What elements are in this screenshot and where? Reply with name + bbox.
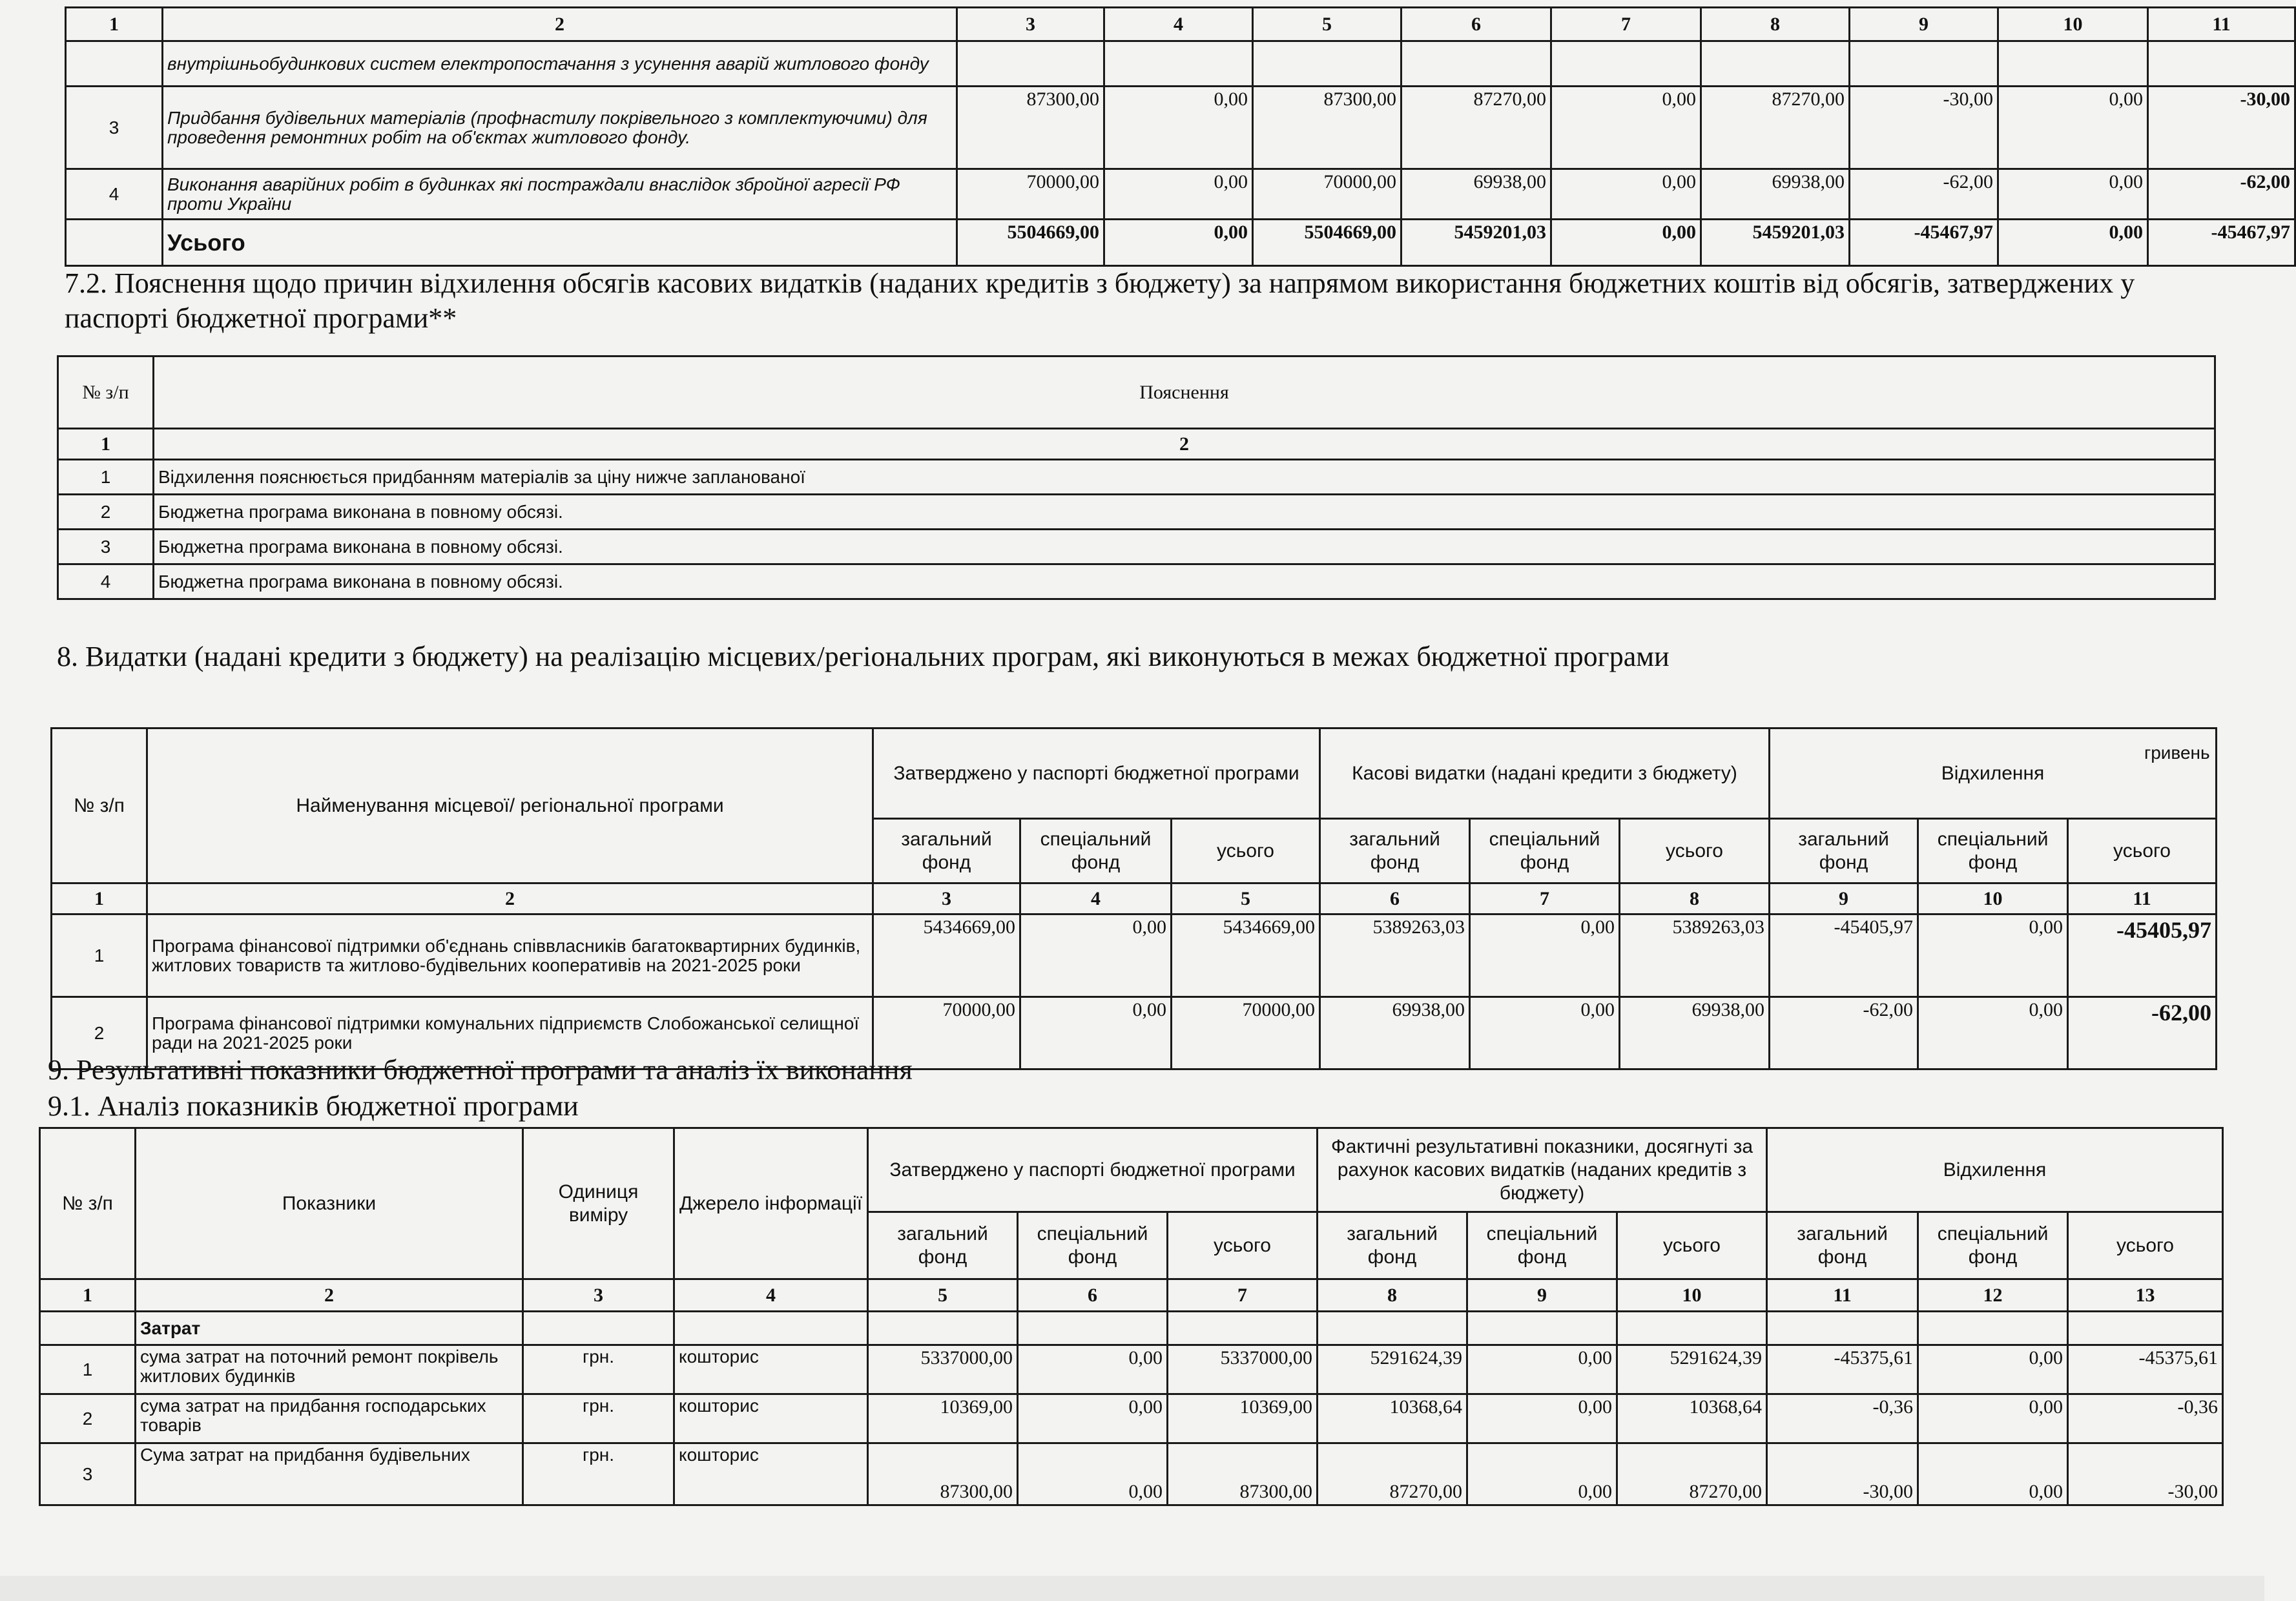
row-number: 2 — [58, 495, 154, 530]
row-number: 1 — [58, 460, 154, 495]
cell-approved-special: 0,00 — [1104, 87, 1253, 169]
colnum: 9 — [1770, 883, 1918, 914]
row-text: Бюджетна програма виконана в повному обсязі. — [154, 495, 2215, 530]
cell-dev-general: -45375,61 — [1767, 1345, 1918, 1394]
cell-dev-general: -0,36 — [1767, 1394, 1918, 1443]
row-text: Бюджетна програма виконана в повному обсязі. — [154, 530, 2215, 564]
table-header-row — [58, 356, 2215, 429]
colnum: 1 — [40, 1279, 136, 1312]
colnum: 10 — [1998, 8, 2148, 41]
header-special: спеціальний фонд — [1018, 1212, 1168, 1279]
header-indicators: Показники — [136, 1128, 523, 1279]
table-row — [40, 1443, 2223, 1505]
header-special: спеціальний фонд — [1918, 819, 2068, 883]
table-row — [40, 1394, 2223, 1443]
row-number — [66, 41, 163, 87]
cell-approved-total: 87300,00 — [1253, 87, 1401, 169]
colnum: 8 — [1620, 883, 1770, 914]
row-number: 3 — [58, 530, 154, 564]
table-header-row — [52, 728, 2217, 819]
cell-fact-total: 5291624,39 — [1617, 1345, 1767, 1394]
colnum: 6 — [1401, 8, 1551, 41]
table-7-1 — [65, 6, 2296, 267]
colnum: 5 — [1172, 883, 1320, 914]
cell-dev-special: 0,00 — [1918, 1443, 2068, 1505]
section-heading-9-1: 9.1. Аналіз показників бюджетної програми — [48, 1090, 579, 1122]
scan-bottom-edge — [0, 1576, 2264, 1601]
colnum: 11 — [2148, 8, 2295, 41]
row-unit: грн. — [523, 1443, 674, 1505]
colnum: 9 — [1467, 1279, 1617, 1312]
section-heading-9: 9. Результативні показники бюджетної програми та аналіз їх виконання — [48, 1054, 913, 1086]
colnum: 10 — [1617, 1279, 1767, 1312]
cell-dev-special: 0,00 — [1918, 914, 2068, 997]
cell-approved-total: 70000,00 — [1253, 169, 1401, 220]
table-row — [52, 914, 2217, 997]
cell-cash-special: 0,00 — [1470, 914, 1620, 997]
row-name: Виконання аварійних робіт в будинках які постраждали внаслідок збройної агресії РФ проти України — [163, 169, 957, 220]
header-total: усього — [1172, 819, 1320, 883]
table-row — [58, 495, 2215, 530]
cell-cash-special: 0,00 — [1551, 169, 1701, 220]
cell-approved-special: 0,00 — [1018, 1345, 1168, 1394]
table-colnum-row — [58, 429, 2215, 460]
table-7-2 — [57, 355, 2216, 600]
cell-cash-total: 69938,00 — [1620, 997, 1770, 1069]
cell-fact-total: 10368,64 — [1617, 1394, 1767, 1443]
cell-dev-general: -62,00 — [1850, 169, 1998, 220]
row-source: кошторис — [674, 1345, 868, 1394]
colnum: 11 — [1767, 1279, 1918, 1312]
cell-approved-general: 70000,00 — [873, 997, 1020, 1069]
header-total: усього — [1617, 1212, 1767, 1279]
cell-cash-total: 87270,00 — [1701, 87, 1850, 169]
cell-dev-special: 0,00 — [1998, 87, 2148, 169]
cell-dev-total: -45375,61 — [2068, 1345, 2223, 1394]
cell-approved-general: 87300,00 — [868, 1443, 1018, 1505]
table-colnum-row — [40, 1279, 2223, 1312]
colnum: 3 — [873, 883, 1020, 914]
colnum: 3 — [523, 1279, 674, 1312]
cell-dev-special: 0,00 — [1998, 169, 2148, 220]
row-number: 1 — [52, 914, 147, 997]
row-text: Бюджетна програма виконана в повному обсязі. — [154, 564, 2215, 599]
section-heading-7-2: 7.2. Пояснення щодо причин відхилення обсягів касових видатків (наданих кредитів з бюджету) за напрямом використання бюджетних коштів від обсягів, затверджених у паспорті бюджетної програми** — [65, 267, 2135, 334]
cell-total: 0,00 — [1998, 220, 2148, 266]
row-source: кошторис — [674, 1394, 868, 1443]
cell-approved-general: 87300,00 — [957, 87, 1104, 169]
table-row — [58, 460, 2215, 495]
colnum: 12 — [1918, 1279, 2068, 1312]
row-name: Програма фінансової підтримки комунальних підприємств Слобожанської селищної ради на 2021-2025 роки — [147, 997, 873, 1069]
cell-approved-total: 5337000,00 — [1168, 1345, 1318, 1394]
header-fact: Фактичні результативні показники, досягнуті за рахунок касових видатків (наданих кредитів з бюджету) — [1318, 1128, 1767, 1212]
header-total: усього — [1620, 819, 1770, 883]
table-row — [58, 564, 2215, 599]
header-general: загальний фонд — [1320, 819, 1470, 883]
colnum: 2 — [154, 429, 2215, 460]
table-9-1 — [39, 1127, 2224, 1506]
table-group-row — [40, 1312, 2223, 1345]
cell-cash-total: 69938,00 — [1701, 169, 1850, 220]
cell-approved-total: 70000,00 — [1172, 997, 1320, 1069]
cell-dev-total: -45405,97 — [2068, 914, 2217, 997]
cell-fact-special: 0,00 — [1467, 1394, 1617, 1443]
cell-approved-special: 0,00 — [1020, 914, 1172, 997]
row-number: 4 — [66, 169, 163, 220]
header-approved: Затверджено у паспорті бюджетної програми — [873, 728, 1320, 819]
header-special: спеціальний фонд — [1918, 1212, 2068, 1279]
cell-cash-general: 69938,00 — [1401, 169, 1551, 220]
cell-fact-general: 10368,64 — [1318, 1394, 1467, 1443]
header-general: загальний фонд — [1767, 1212, 1918, 1279]
cell-cash-special: 0,00 — [1470, 997, 1620, 1069]
cell-dev-general: -45405,97 — [1770, 914, 1918, 997]
header-source: Джерело інформації — [674, 1128, 868, 1279]
colnum: 13 — [2068, 1279, 2223, 1312]
row-name: сума затрат на поточний ремонт покрівель житлових будинків — [136, 1345, 523, 1394]
table-colnum-row — [52, 883, 2217, 914]
colnum: 1 — [66, 8, 163, 41]
header-special: спеціальний фонд — [1020, 819, 1172, 883]
cell-total: 0,00 — [1551, 220, 1701, 266]
table-header-row — [40, 1128, 2223, 1212]
cell-dev-general: -62,00 — [1770, 997, 1918, 1069]
cell-fact-general: 87270,00 — [1318, 1443, 1467, 1505]
cell-total: 5504669,00 — [957, 220, 1104, 266]
colnum: 7 — [1168, 1279, 1318, 1312]
row-name: внутрішньобудинкових систем електропостачання з усунення аварій житлового фонду — [163, 41, 957, 87]
header-deviation: Відхилення — [1770, 728, 2217, 819]
row-number: 4 — [58, 564, 154, 599]
colnum: 5 — [868, 1279, 1018, 1312]
cell-approved-general: 10369,00 — [868, 1394, 1018, 1443]
table-8 — [50, 727, 2217, 1070]
row-number: 2 — [40, 1394, 136, 1443]
row-name: сума затрат на придбання господарських товарів — [136, 1394, 523, 1443]
cell-dev-general: -30,00 — [1767, 1443, 1918, 1505]
colnum: 11 — [2068, 883, 2217, 914]
colnum: 8 — [1318, 1279, 1467, 1312]
cell-dev-special: 0,00 — [1918, 997, 2068, 1069]
cell-dev-total: -62,00 — [2068, 997, 2217, 1069]
cell-approved-special: 0,00 — [1020, 997, 1172, 1069]
row-number: 2 — [52, 997, 147, 1069]
row-name: Сума затрат на придбання будівельних — [136, 1443, 523, 1505]
cell-approved-total: 87300,00 — [1168, 1443, 1318, 1505]
header-number: № з/п — [58, 356, 154, 429]
table-row — [66, 41, 2295, 87]
row-number: 3 — [40, 1443, 136, 1505]
cell-total: 5459201,03 — [1701, 220, 1850, 266]
header-total: усього — [1168, 1212, 1318, 1279]
header-explanation: Пояснення — [154, 356, 2215, 429]
cell-approved-special: 0,00 — [1104, 169, 1253, 220]
cell-approved-special: 0,00 — [1018, 1394, 1168, 1443]
table-row — [66, 87, 2295, 169]
cell-fact-general: 5291624,39 — [1318, 1345, 1467, 1394]
table-row — [58, 530, 2215, 564]
cell-fact-special: 0,00 — [1467, 1443, 1617, 1505]
cell-dev-total: -62,00 — [2148, 169, 2295, 220]
unit-label: гривень — [2144, 743, 2210, 763]
cell-approved-general: 70000,00 — [957, 169, 1104, 220]
cell-fact-total: 87270,00 — [1617, 1443, 1767, 1505]
row-source: кошторис — [674, 1443, 868, 1505]
header-total: усього — [2068, 1212, 2223, 1279]
colnum: 2 — [163, 8, 957, 41]
table-7-1-colnum-row — [66, 8, 2295, 41]
colnum: 6 — [1320, 883, 1470, 914]
header-special: спеціальний фонд — [1467, 1212, 1617, 1279]
colnum: 9 — [1850, 8, 1998, 41]
cell-total: 5504669,00 — [1253, 220, 1401, 266]
group-label: Затрат — [136, 1312, 523, 1345]
cell-dev-special: 0,00 — [1918, 1345, 2068, 1394]
cell-cash-general: 87270,00 — [1401, 87, 1551, 169]
cell-dev-total: -30,00 — [2148, 87, 2295, 169]
row-text: Відхилення пояснюється придбанням матеріалів за ціну нижче запланованої — [154, 460, 2215, 495]
row-name: Програма фінансової підтримки об'єднань співвласників багатоквартирних будинків, житлових товариств та житлово-будівельних кооперативів на 2021-2025 роки — [147, 914, 873, 997]
table-row — [40, 1345, 2223, 1394]
header-total: усього — [2068, 819, 2217, 883]
header-general: загальний фонд — [868, 1212, 1018, 1279]
colnum: 7 — [1551, 8, 1701, 41]
cell-approved-special: 0,00 — [1018, 1443, 1168, 1505]
row-name: Придбання будівельних матеріалів (профнастилу покрівельного з комплектуючими) для проведення ремонтних робіт на об'єктах житлового фонду. — [163, 87, 957, 169]
colnum: 1 — [52, 883, 147, 914]
row-number: 1 — [40, 1345, 136, 1394]
cell-approved-total: 10369,00 — [1168, 1394, 1318, 1443]
colnum: 10 — [1918, 883, 2068, 914]
cell-total: 0,00 — [1104, 220, 1253, 266]
cell-dev-special: 0,00 — [1918, 1394, 2068, 1443]
colnum: 4 — [674, 1279, 868, 1312]
colnum: 6 — [1018, 1279, 1168, 1312]
total-label: Усього — [163, 220, 957, 266]
row-unit: грн. — [523, 1394, 674, 1443]
cell-approved-total: 5434669,00 — [1172, 914, 1320, 997]
header-program-name: Найменування місцевої/ регіональної програми — [147, 728, 873, 883]
section-heading-8: 8. Видатки (надані кредити з бюджету) на реалізацію місцевих/регіональних програм, які виконуються в межах бюджетної програми — [57, 641, 1670, 672]
header-number: № з/п — [40, 1128, 136, 1279]
colnum: 4 — [1020, 883, 1172, 914]
colnum: 7 — [1470, 883, 1620, 914]
cell-cash-general: 69938,00 — [1320, 997, 1470, 1069]
colnum: 4 — [1104, 8, 1253, 41]
header-general: загальний фонд — [873, 819, 1020, 883]
cell-cash-total: 5389263,03 — [1620, 914, 1770, 997]
colnum: 2 — [147, 883, 873, 914]
header-approved: Затверджено у паспорті бюджетної програми — [868, 1128, 1318, 1212]
cell-fact-special: 0,00 — [1467, 1345, 1617, 1394]
row-number: 3 — [66, 87, 163, 169]
header-cash: Касові видатки (надані кредити з бюджету) — [1320, 728, 1770, 819]
header-deviation: Відхилення — [1767, 1128, 2223, 1212]
cell-total: 5459201,03 — [1401, 220, 1551, 266]
table-total-row — [66, 220, 2295, 266]
cell-cash-special: 0,00 — [1551, 87, 1701, 169]
header-special: спеціальний фонд — [1470, 819, 1620, 883]
cell-dev-total: -0,36 — [2068, 1394, 2223, 1443]
row-unit: грн. — [523, 1345, 674, 1394]
colnum: 2 — [136, 1279, 523, 1312]
cell-dev-general: -30,00 — [1850, 87, 1998, 169]
cell-total: -45467,97 — [1850, 220, 1998, 266]
header-number: № з/п — [52, 728, 147, 883]
cell-dev-total: -30,00 — [2068, 1443, 2223, 1505]
cell-total: -45467,97 — [2148, 220, 2295, 266]
colnum: 1 — [58, 429, 154, 460]
colnum: 8 — [1701, 8, 1850, 41]
cell-approved-general: 5337000,00 — [868, 1345, 1018, 1394]
colnum: 3 — [957, 8, 1104, 41]
header-general: загальний фонд — [1770, 819, 1918, 883]
cell-cash-general: 5389263,03 — [1320, 914, 1470, 997]
cell-approved-general: 5434669,00 — [873, 914, 1020, 997]
header-unit: Одиниця виміру — [523, 1128, 674, 1279]
colnum: 5 — [1253, 8, 1401, 41]
table-row — [66, 169, 2295, 220]
header-general: загальний фонд — [1318, 1212, 1467, 1279]
